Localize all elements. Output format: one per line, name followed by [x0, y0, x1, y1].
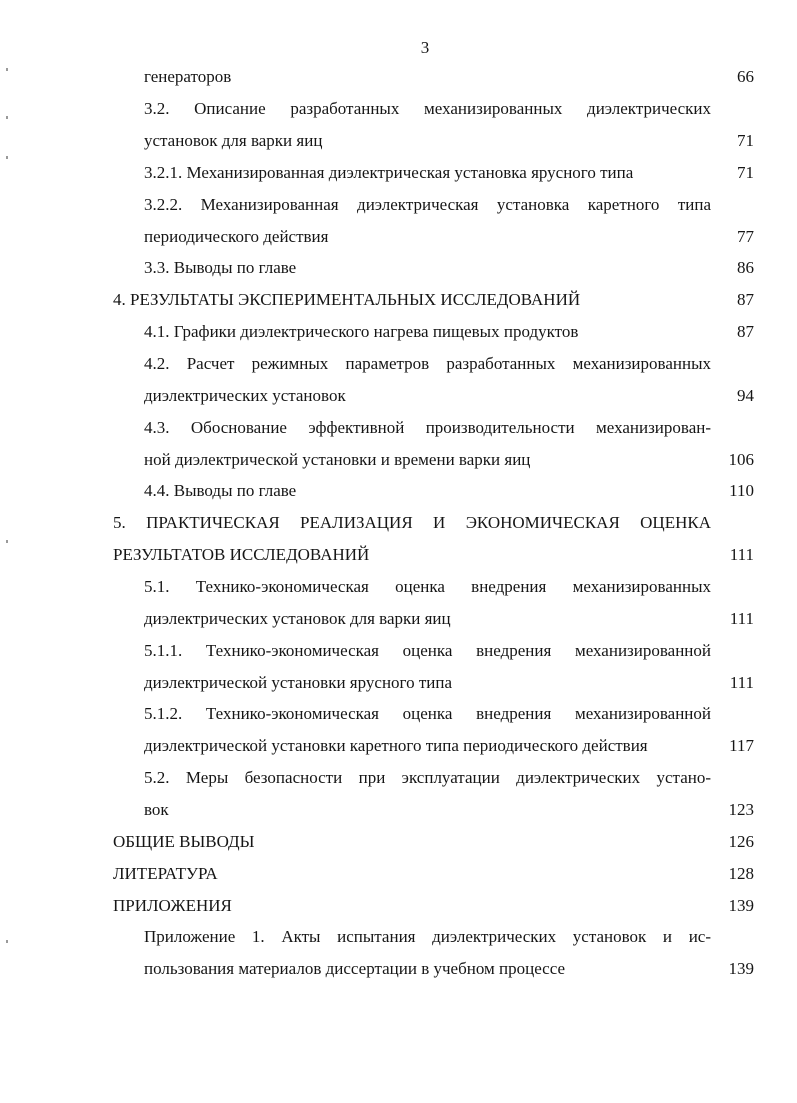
toc-entry-text: ПРИЛОЖЕНИЯ: [113, 896, 232, 915]
toc-page-number: 86: [737, 258, 754, 277]
scan-margin-mark: [6, 540, 8, 543]
toc-entry-text: 4.4. Выводы по главе: [144, 481, 297, 500]
toc-page-number: 128: [728, 864, 754, 883]
toc-entry-text: 5. ПРАКТИЧЕСКАЯ РЕАЛИЗАЦИЯ И ЭКОНОМИЧЕСКАЯ ОЦЕНКА: [113, 513, 711, 532]
toc-row: [0, 540, 797, 570]
toc-page-number: 139: [728, 896, 754, 915]
toc-entry-text: 5.2. Меры безопасности при эксплуатации диэлектрических устано-: [144, 768, 711, 787]
toc-page-number: 87: [737, 322, 754, 341]
toc-entry-text: диэлектрической установки ярусного типа: [144, 673, 453, 692]
toc-entry-text: 5.1.2. Технико-экономическая оценка внедрения механизированной: [144, 704, 711, 723]
toc-row: [0, 413, 797, 443]
toc-entry-text: 3.2.1. Механизированная диэлектрическая установка ярусного типа: [144, 163, 634, 182]
toc-entry-text: диэлектрической установки каретного типа периодического действия: [144, 736, 648, 755]
toc-row: [0, 476, 797, 506]
toc-row: [0, 285, 797, 315]
toc-row: [0, 763, 797, 793]
toc-page-number: 126: [728, 832, 754, 851]
toc-entry-text: 4. РЕЗУЛЬТАТЫ ЭКСПЕРИМЕНТАЛЬНЫХ ИССЛЕДОВАНИЙ: [113, 290, 581, 309]
toc-entry-text: 4.1. Графики диэлектрического нагрева пищевых продуктов: [144, 322, 579, 341]
toc-row: [0, 317, 797, 347]
toc-entry-text: генераторов: [144, 67, 232, 86]
toc-page-number: 111: [729, 609, 754, 628]
toc-row: [0, 349, 797, 379]
toc-entry-text: ной диэлектрической установки и времени варки яиц: [144, 450, 531, 469]
toc-entry-text: периодического действия: [144, 227, 329, 246]
toc-row: [0, 572, 797, 602]
toc-row: [0, 508, 797, 538]
toc-entry-text: РЕЗУЛЬТАТОВ ИССЛЕДОВАНИЙ: [113, 545, 370, 564]
toc-row: [0, 222, 797, 252]
toc-page-number: 71: [737, 131, 754, 150]
toc-row: [0, 381, 797, 411]
toc-row: [0, 954, 797, 984]
toc-page-number: 139: [728, 959, 754, 978]
toc-page-number: 111: [729, 673, 754, 692]
toc-row: [0, 891, 797, 921]
toc-page-number: 77: [737, 227, 754, 246]
toc-entry-text: 3.3. Выводы по главе: [144, 258, 297, 277]
toc-row: [0, 253, 797, 283]
scan-margin-mark: [6, 68, 8, 71]
toc-entry-text: 4.2. Расчет режимных параметров разработанных механизированных: [144, 354, 711, 373]
toc-row: [0, 94, 797, 124]
toc-entry-text: пользования материалов диссертации в учебном процессе: [144, 959, 566, 978]
toc-row: [0, 699, 797, 729]
toc-entry-text: вок: [144, 800, 169, 819]
toc-row: [0, 636, 797, 666]
toc-row: [0, 604, 797, 634]
toc-entry-text: ЛИТЕРАТУРА: [113, 864, 218, 883]
toc-entry-text: диэлектрических установок для варки яиц: [144, 609, 451, 628]
toc-entry-text: 5.1.1. Технико-экономическая оценка внедрения механизированной: [144, 641, 711, 660]
toc-entry-text: 5.1. Технико-экономическая оценка внедрения механизированных: [144, 577, 711, 596]
table-of-contents: [0, 62, 797, 1062]
toc-page-number: 71: [737, 163, 754, 182]
toc-row: [0, 922, 797, 952]
toc-page-number: 123: [728, 800, 754, 819]
toc-row: [0, 795, 797, 825]
toc-row: [0, 126, 797, 156]
toc-page-number: 106: [728, 450, 754, 469]
toc-page-number: 111: [729, 545, 754, 564]
scan-margin-mark: [6, 156, 8, 159]
toc-row: [0, 158, 797, 188]
toc-row: [0, 190, 797, 220]
toc-entry-text: установок для варки яиц: [144, 131, 323, 150]
page-number: 3: [420, 38, 430, 57]
toc-page-number: 117: [729, 736, 754, 755]
toc-entry-text: 3.2.2. Механизированная диэлектрическая установка каретного типа: [144, 195, 711, 214]
toc-entry-text: 4.3. Обоснование эффективной производительности механизирован-: [144, 418, 711, 437]
toc-page-number: 94: [737, 386, 754, 405]
toc-page-number: 66: [737, 67, 754, 86]
toc-row: [0, 731, 797, 761]
toc-entry-text: 3.2. Описание разработанных механизированных диэлектрических: [144, 99, 711, 118]
toc-page-number: 110: [729, 481, 754, 500]
toc-entry-text: ОБЩИЕ ВЫВОДЫ: [113, 832, 255, 851]
toc-page-number: 87: [737, 290, 754, 309]
toc-row: [0, 445, 797, 475]
toc-row: [0, 827, 797, 857]
toc-entry-text: диэлектрических установок: [144, 386, 346, 405]
scan-margin-mark: [6, 116, 8, 119]
toc-row: [0, 62, 797, 92]
toc-row: [0, 668, 797, 698]
scan-margin-mark: [6, 940, 8, 943]
toc-entry-text: Приложение 1. Акты испытания диэлектрических установок и ис-: [144, 927, 711, 946]
toc-row: [0, 859, 797, 889]
